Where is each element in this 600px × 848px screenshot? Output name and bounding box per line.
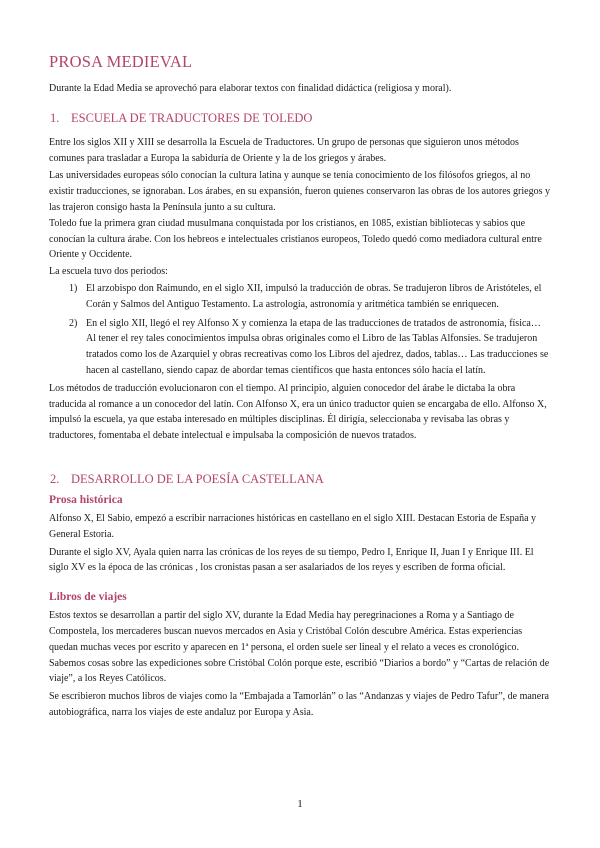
subsection-heading: Prosa histórica <box>49 493 123 506</box>
section-2-number: 2. <box>50 471 60 486</box>
subsection-paragraph: Estos textos se desarrollan a partir del siglo XV, durante la Edad Media hay peregrinaciones a Roma y a Santiago de Compostela, los mercaderes buscan nuevos mercados en Asia y Cristóbal Colón descubre América. Estas experiencias quedan muchas veces por escrito y aparecen en 1ª persona, el orden suele ser lineal y el relato a veces es cronológico. Sabemos cosas sobre las expediciones sobre Cristóbal Colón porque este, escribió “Diarios a bordo” y “Cartas de relación de viaje”, a los Reyes Católicos. <box>49 610 550 685</box>
document-body <box>49 52 551 721</box>
section-1-paragraph: Las universidades europeas sólo conocían la cultura latina y aunque se tenía conocimiento de los filósofos griegos, al no existir traducciones, se ignoraban. Los árabes, en su expansión, fueron quienes conservaron las obras de los autores griegos y las trajeron consigo hasta la Península junto a su cultura. <box>49 170 550 213</box>
subsection-heading: Libros de viajes <box>49 591 127 604</box>
list-item-text: El arzobispo don Raimundo, en el siglo XII, impulsó la traducción de obras. Se tradujeron libros de Aristóteles, el Corán y Salmos del Antiguo Testamento. La astrología, astronomía y aritmética también se enriquecen. <box>86 282 542 310</box>
page-title: PROSA MEDIEVAL <box>49 52 193 71</box>
section-1-title: ESCUELA DE TRADUCTORES DE TOLEDO <box>71 110 313 125</box>
list-item <box>69 281 551 313</box>
subsection-paragraph: Alfonso X, El Sabio, empezó a escribir narraciones históricas en castellano en el siglo XIII. Destacan Estoria de España y General Estoria. <box>49 512 537 540</box>
section-2-title: DESARROLLO DE LA POESÍA CASTELLANA <box>71 471 324 486</box>
section-1-paragraph: Toledo fue la primera gran ciudad musulmana conquistada por los cristianos, en 1085, existían bibliotecas y sabios que conocían la cultura árabe. Con los hebreos e intelectuales cristianos europeos, Toledo quedó como mediadora cultural entre Oriente y Occidente. <box>49 217 542 261</box>
section-2-heading <box>49 470 551 488</box>
section-1-paragraph: Entre los siglos XII y XIII se desarrolla la Escuela de Traductores. Un grupo de personas que siguieron unos métodos comunes para trasladar a Europa la sabiduría de Oriente y la de los griegos y árabes. <box>49 136 519 164</box>
subsection-paragraph: Durante el siglo XV, Ayala quien narra las crónicas de los reyes de su tiempo, Pedro I, Enrique II, Juan I y Enrique III. El siglo XV es la época de las crónicas , los cronistas pasan a ser asalariados de los reyes y escriben de forma oficial. <box>49 546 534 574</box>
intro-paragraph: Durante la Edad Media se aprovechó para elaborar textos con finalidad didáctica (religiosa y moral). <box>49 83 452 94</box>
list-item-marker: 1) <box>69 282 78 294</box>
periods-list <box>49 281 551 379</box>
section-1-heading <box>49 109 551 127</box>
list-item-marker: 2) <box>69 317 78 329</box>
section-1-paragraph: Los métodos de traducción evolucionaron con el tiempo. Al principio, alguien conocedor del árabe le dictaba la obra traducida al romance a un conocedor del latín. Con Alfonso X, era un único traductor quien se encargaba de ello. Alfonso X, impulsó la escuela, ya que estaba interesado en múltiples disciplinas. Él dirigía, seleccionaba y revisaba las obras y traductores, fomentaba el debate intelectual e impulsaba la composición de nuevos tratados. <box>49 382 547 442</box>
list-item <box>69 316 551 379</box>
page-number: 1 <box>297 798 303 810</box>
subsection-paragraph: Se escribieron muchos libros de viajes como la “Embajada a Tamorlán” o las “Andanzas y viajes de Pedro Tafur”, de manera autobiográfica, narra los viajes de este andaluz por Europa y Asia. <box>49 691 549 718</box>
list-item-text: En el siglo XII, llegó el rey Alfonso X y comienza la etapa de las traducciones de tratados de astronomía, física… Al tener el rey tales conocimientos impulsa obras originales como el Libro de las Tablas Alfonsíes. Se tradujeron tratados como los de Azarquiel y obras recreativas como los Libros del ajedrez, dados, tablas… Las traducciones se hacen al castellano, siendo capaz de abordar temas científicos que hasta entonces sólo hacía el latín. <box>86 317 549 376</box>
section-1-number: 1. <box>50 110 60 125</box>
section-1-paragraph: La escuela tuvo dos periodos: <box>49 266 168 278</box>
